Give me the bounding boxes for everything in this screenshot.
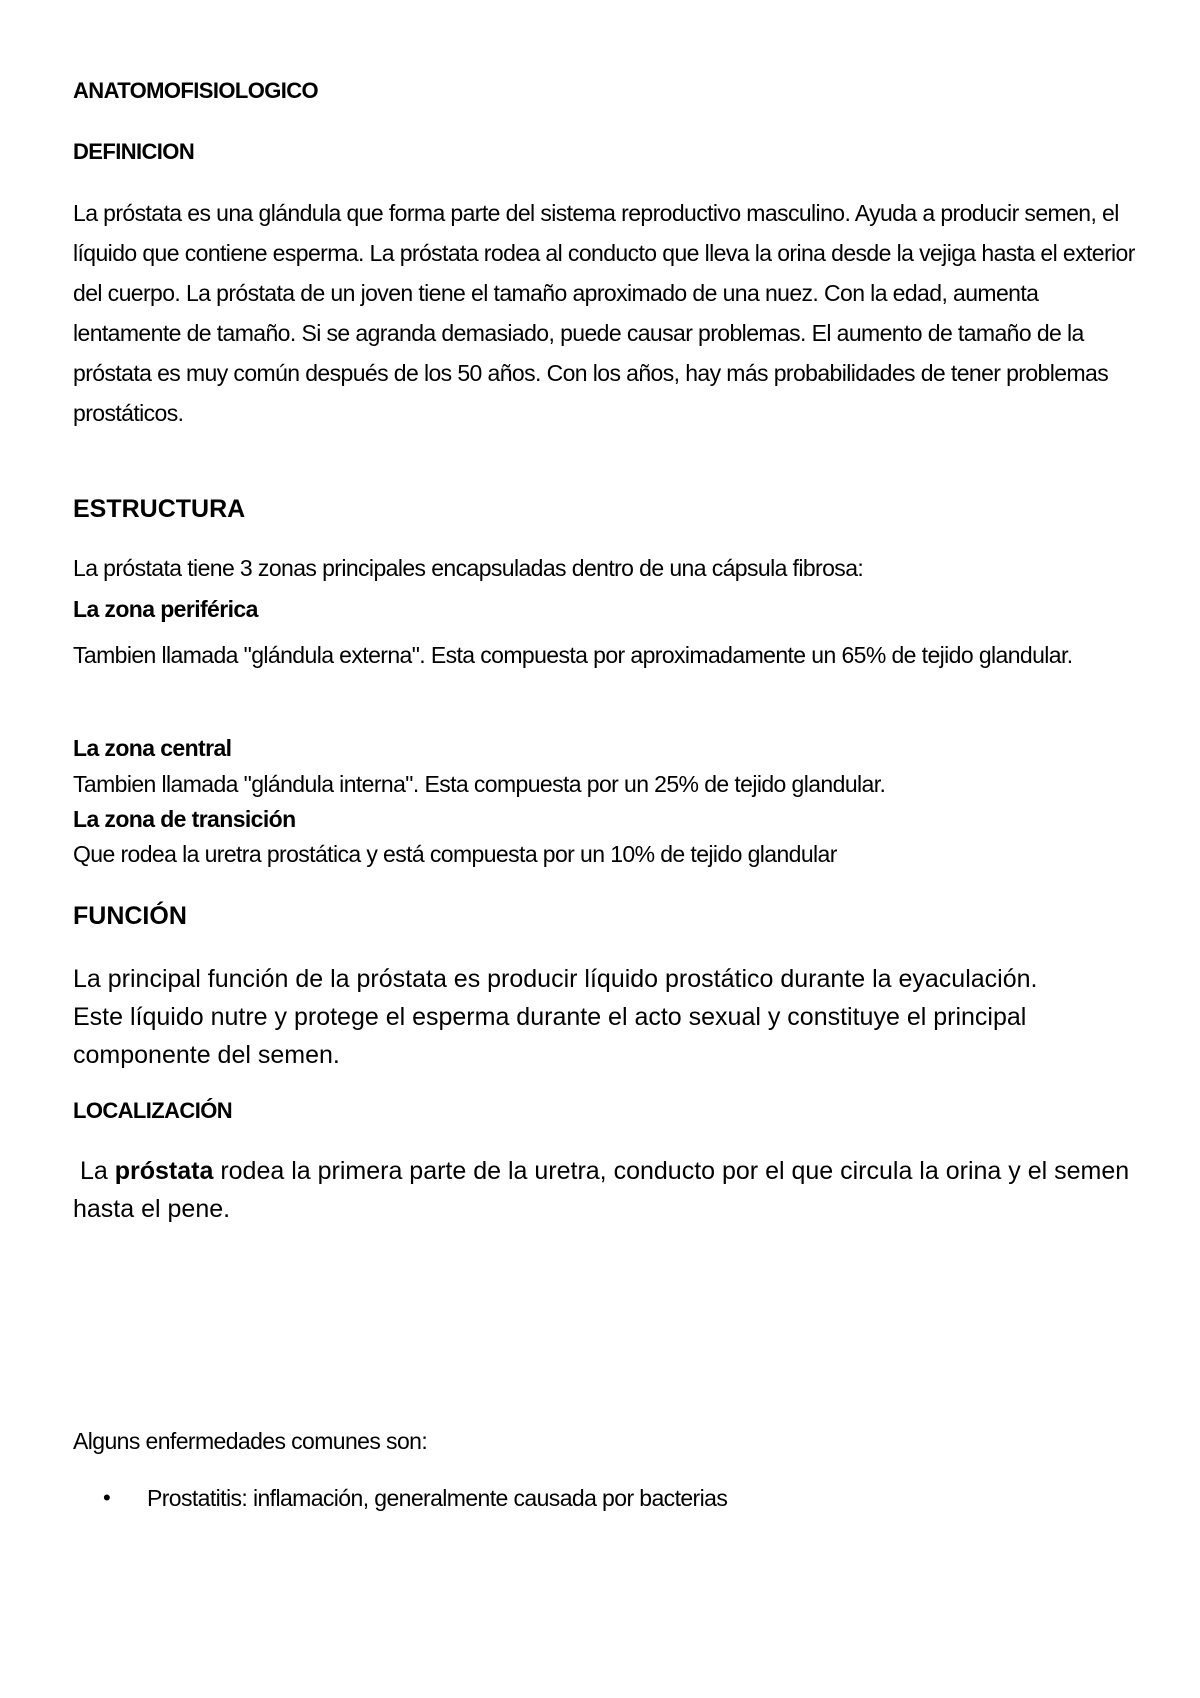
localizacion-rest: rodea la primera parte de la uretra, conducto por el que circula la orina y el semen hasta el pene. <box>73 1157 1130 1223</box>
zone-periferica-description: Tambien llamada "glándula externa". Esta compuesta por aproximadamente un 65% de tejido glandular. <box>73 642 1073 668</box>
localizacion-lead: La <box>79 1157 108 1185</box>
document-title: ANATOMOFISIOLOGICO <box>73 78 319 103</box>
definicion-paragraph: La próstata es una glándula que forma parte del sistema reproductivo masculino. Ayuda a producir semen, el líquido que contiene esperma. La próstata rodea al conducto que lleva la orina desde la vejiga hasta el exterior del cuerpo. La próstata de un joven tiene el tamaño aproximado de una nuez. Con la edad, aumenta lentamente de tamaño. Si se agranda demasiado, puede causar problemas. El aumento de tamaño de la próstata es muy común después de los 50 años. Con los años, hay más probabilidades de tener problemas prostáticos. <box>73 200 1135 426</box>
zone-transicion-description: Que rodea la uretra prostática y está compuesta por un 10% de tejido glandular <box>73 841 837 867</box>
zone-periferica-title: La zona periférica <box>73 596 258 622</box>
estructura-heading: ESTRUCTURA <box>73 495 246 523</box>
enfermedades-intro: Alguns enfermedades comunes son: <box>73 1428 428 1454</box>
bullet-icon: • <box>103 1485 111 1510</box>
enfermedades-list <box>103 1485 727 1512</box>
localizacion-bold-word: próstata <box>114 1157 214 1185</box>
list-item <box>103 1485 727 1512</box>
funcion-heading: FUNCIÓN <box>73 902 187 930</box>
zone-transicion-title: La zona de transición <box>73 806 296 832</box>
definicion-heading: DEFINICION <box>73 139 195 164</box>
list-item-text: Prostatitis: inflamación, generalmente causada por bacterias <box>147 1485 728 1511</box>
zone-central-description: Tambien llamada "glándula interna". Esta compuesta por un 25% de tejido glandular. <box>73 771 886 797</box>
funcion-paragraph: La principal función de la próstata es producir líquido prostático durante la eyaculación. Este líquido nutre y protege el esperma durante el acto sexual y constituye el principal componente del semen. <box>73 965 1038 1069</box>
zone-central-title: La zona central <box>73 735 232 761</box>
localizacion-heading: LOCALIZACIÓN <box>73 1098 233 1123</box>
estructura-intro: La próstata tiene 3 zonas principales encapsuladas dentro de una cápsula fibrosa: <box>73 555 864 581</box>
localizacion-paragraph <box>73 1152 1143 1228</box>
